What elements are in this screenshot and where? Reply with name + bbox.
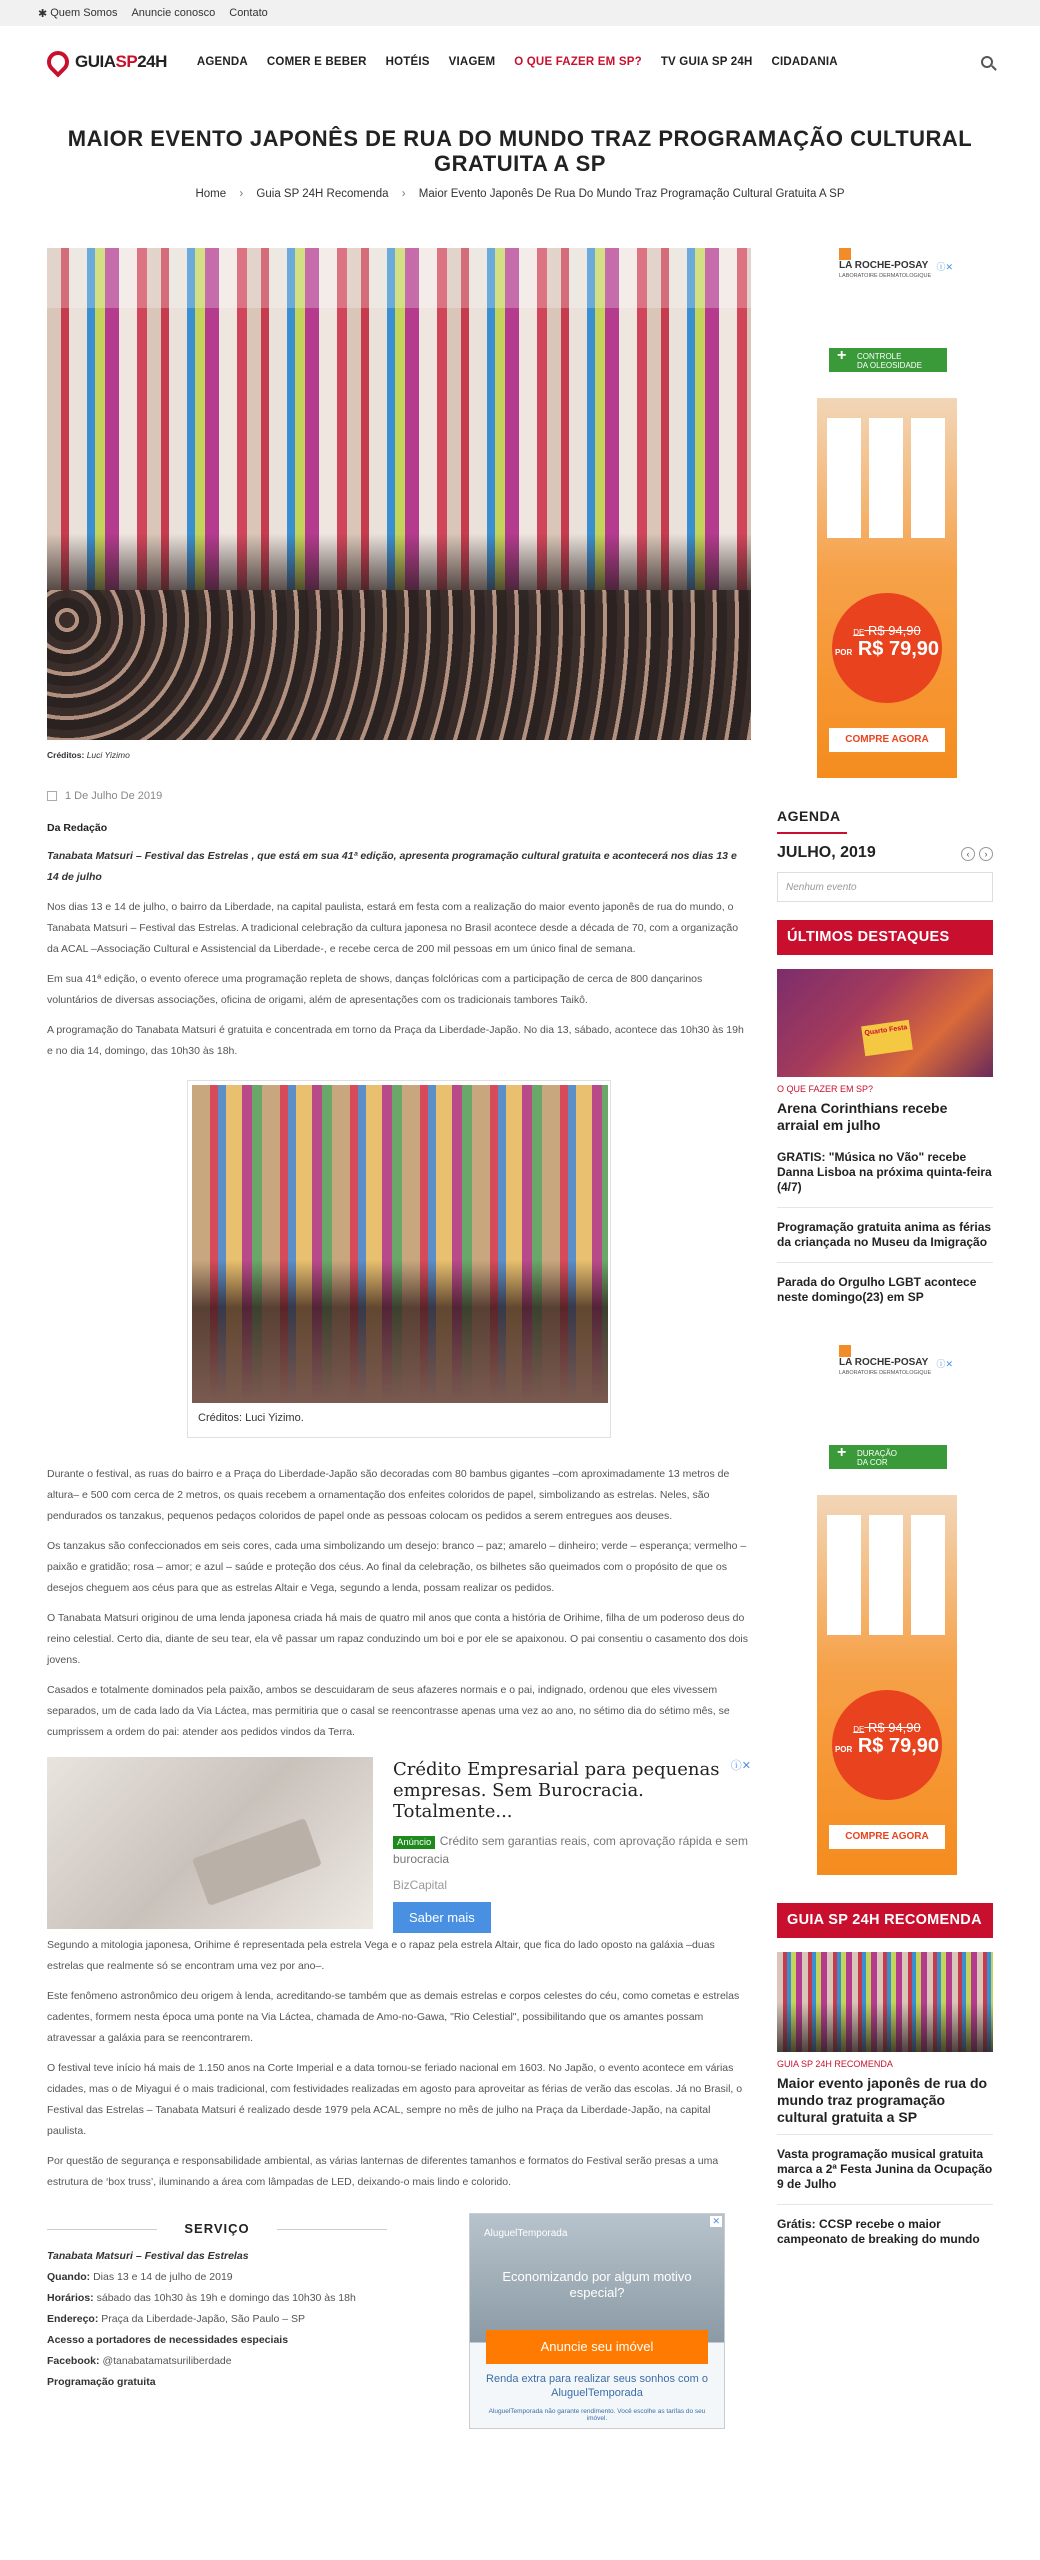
- site-logo[interactable]: [47, 51, 167, 73]
- ad-close-icon[interactable]: ⓘ✕: [936, 262, 953, 272]
- article-date: 1 De Julho De 2019: [47, 790, 751, 802]
- sidebar: [777, 248, 993, 2259]
- breadcrumb: [0, 188, 1040, 200]
- paragraph: A programação do Tanabata Matsuri é gratuita e concentrada em torno da Praça da Liberdade-Japão. No dia 13, sábado, acontece das 10h30 às 19h e no dia 14, domingo, das 10h30 às 18h.: [47, 1024, 744, 1057]
- brand-mark-icon: [839, 1345, 851, 1357]
- paragraph: Durante o festival, as ruas do bairro e a Praça do Liberdade-Japão são decoradas com 80 bambus gigantes –com aproximadamente 13 metros de altura– e 500 com cerca de 2 metros, os quais recebem a ornamentação dos enfeites coloridos de papel, simbolizando as estrelas. Neles, são pendurados os tanzakus, pequenos pedaços coloridos de papel onde as pessoas colocam os pedidos a serem entregues aos deuses.: [47, 1468, 730, 1522]
- ad-brand: LA ROCHE-POSAY LABORATOIRE DERMATOLOGIQUE: [839, 1357, 932, 1376]
- topbar-link-anuncie[interactable]: Anuncie conosco: [131, 7, 216, 19]
- page-title: MAIOR EVENTO JAPONÊS DE RUA DO MUNDO TRAZ PROGRAMAÇÃO CULTURAL GRATUITA A SP: [67, 126, 973, 176]
- ad-subtext: Renda extra para realizar seus sonhos com o AluguelTemporada: [486, 2373, 708, 2399]
- topbar-link-quem-somos[interactable]: Quem Somos: [50, 7, 118, 19]
- ad-fineprint: AluguelTemporada não garante rendimento. Você escolhe as tarifas do seu imóvel.: [488, 2408, 706, 2422]
- ad-cta-button[interactable]: COMPRE AGORA: [829, 1825, 945, 1849]
- ad-cta-button[interactable]: COMPRE AGORA: [829, 728, 945, 752]
- ad-cta-button[interactable]: Saber mais: [393, 1902, 491, 1933]
- nav-item-tv-guia[interactable]: TV GUIA SP 24H: [660, 56, 753, 68]
- paragraph: Em sua 41ª edição, o evento oferece uma programação repleta de shows, danças folclóricas com a participação de cerca de 800 dançarinos voluntários de diversas associações, oficina de origami, além de apresentações com os tradicionais tambores Taikô.: [47, 973, 703, 1006]
- inline-ad[interactable]: [47, 1757, 751, 1929]
- nav-item-comer-e-beber[interactable]: COMER E BEBER: [266, 56, 367, 68]
- inline-figure: [187, 1080, 611, 1438]
- ad-description: Crédito sem garantias reais, com aprovação rápida e sem burocracia: [393, 1834, 748, 1866]
- ad-price: DE R$ 94,90 POR R$ 79,90: [832, 593, 942, 703]
- page-header: [0, 98, 1040, 200]
- star-icon: ✱: [38, 7, 48, 20]
- list-item[interactable]: Grátis: CCSP recebe o maior campeonato de breaking do mundo: [777, 2204, 993, 2259]
- brand-mark-icon: [839, 248, 851, 260]
- recommend-category[interactable]: GUIA SP 24H RECOMENDA: [777, 2059, 893, 2069]
- ad-price: DE R$ 94,90 POR R$ 79,90: [832, 1690, 942, 1800]
- service-info: Tanabata Matsuri – Festival das Estrelas Quando: Dias 13 e 14 de julho de 2019 Horários: sábado das 10h30 às 19h e domingo das 10h30 às 18h Endereço: Praça da Liberdade-Japão, São Paulo – SP Acesso a portadores de necessidades especiais Facebook: @tanabatamatsuriliberdade Programação gratuita: [47, 2250, 356, 2388]
- ad-close-icon[interactable]: ⓘ✕: [936, 1359, 953, 1369]
- event-stamp: Quarto Festa: [861, 1020, 913, 1056]
- ad-tag: + CONTROLE DA OLEOSIDADE: [829, 348, 947, 372]
- paragraph: Este fenômeno astronômico deu origem à lenda, acreditando-se também que as demais estrelas e corpos celestes do céu, como cometas e estrelas cadentes, formem nesta época uma ponte na Via Láctea, chamada de Amo-no-Gawa, "Rio Celestial", possibilitando que os amantes possam atravessar a galáxia para se reencontrarem.: [47, 1990, 740, 2044]
- prev-month-icon[interactable]: ‹: [961, 847, 975, 861]
- nav-menu: [197, 56, 981, 68]
- nav-item-agenda[interactable]: AGENDA: [196, 56, 248, 68]
- recommends-title: GUIA SP 24H RECOMENDA: [777, 1903, 993, 1938]
- logo-text: GUIASP24H: [75, 52, 167, 71]
- service-section: [47, 2193, 751, 2429]
- ad-body: [373, 1757, 751, 1929]
- agenda-empty: Nenhum evento: [777, 872, 993, 902]
- facebook-link[interactable]: @tanabatamatsuriliberdade: [102, 2355, 232, 2367]
- search-icon[interactable]: [981, 56, 993, 68]
- nav-item-viagem[interactable]: VIAGEM: [448, 56, 496, 68]
- paragraph: Casados e totalmente dominados pela paixão, ambos se descuidaram de seus afazeres normais e o pai, indignado, ordenou que eles vivessem separados, um de cada lado da Via Láctea, mas permitiria que o casal se reencontrasse apenas uma vez ao ano, no sétimo dia do sétimo mês, se cumprissem a ordem do pai: atender aos pedidos vindos da Terra.: [47, 1684, 730, 1738]
- service-title: SERVIÇO: [47, 2221, 387, 2236]
- list-item[interactable]: Vasta programação musical gratuita marca a 2ª Festa Junina da Ocupação 9 de Julho: [777, 2134, 993, 2204]
- ad-badge: Anúncio: [393, 1836, 435, 1849]
- agenda-title: AGENDA: [777, 808, 993, 834]
- list-item[interactable]: Parada do Orgulho LGBT acontece neste domingo(23) em SP: [777, 1262, 993, 1317]
- hero-caption: Créditos: Luci Yizimo: [47, 750, 130, 760]
- highlight-list: [777, 1138, 993, 1317]
- sidebar-ad-2[interactable]: [777, 1345, 993, 1875]
- paragraph: O Tanabata Matsuri originou de uma lenda japonesa criada há mais de quatro mil anos que conta a história de Orihime, filha de um poderoso deus do reino celestial. Certo dia, diante de seu tear, ela vê passar um rapaz conduzindo um boi e por ele se apaixonou. O pai consentiu o casamento dos dois jovens.: [47, 1612, 749, 1666]
- recommend-main-title[interactable]: Maior evento japonês de rua do mundo traz programação cultural gratuita a SP: [777, 2075, 988, 2125]
- main-nav: [0, 26, 1040, 98]
- sidebar-ad-1[interactable]: [777, 248, 993, 778]
- nav-item-o-que-fazer[interactable]: O QUE FAZER EM SP?: [514, 56, 642, 68]
- breadcrumb-separator-icon: ›: [401, 188, 406, 200]
- product-tubes: [827, 418, 947, 538]
- paragraph: Nos dias 13 e 14 de julho, o bairro da Liberdade, na capital paulista, estará em festa com a realização do maior evento japonês de rua do mundo, o Tanabata Matsuri – Festival das Estrelas. A tradicional celebração da cultura japonesa no Brasil acontece desde a década de 70, com a organização da ACAL –Associação Cultural e Assistencial da Liberdade-, e recebe cerca de 200 mil pessoas em um único final de semana.: [47, 901, 739, 955]
- paragraph: Segundo a mitologia japonesa, Orihime é representada pela estrela Vega e o rapaz pela estrela Altair, que fica do lado oposto na galáxia –duas estrelas que realmente só se encontram uma vez por ano–.: [47, 1939, 715, 1972]
- agenda-month-nav: [777, 844, 993, 862]
- list-item[interactable]: Programação gratuita anima as férias da criançada no Museu da Imigração: [777, 1207, 993, 1262]
- paragraph: Os tanzakus são confeccionados em seis cores, cada uma simbolizando um desejo: branco – paz; amarelo – dinheiro; verde – esperança; vermelho – paixão e gratidão; rosa – amor; e azul – saúde e proteção dos céus. Ao final da celebração, os bilhetes são queimados com o propósito de que os desejos cheguem aos céus para que as estrelas Altair e Vega, segundo a lenda, possam realizar os pedidos.: [47, 1540, 747, 1594]
- breadcrumb-separator-icon: ›: [239, 188, 244, 200]
- ad-cta-button[interactable]: Anuncie seu imóvel: [486, 2330, 708, 2364]
- highlights-title: ÚLTIMOS DESTAQUES: [777, 920, 993, 955]
- ad-image[interactable]: [47, 1757, 373, 1929]
- small-ad[interactable]: [469, 2213, 725, 2429]
- breadcrumb-home[interactable]: Home: [195, 188, 227, 200]
- highlight-image[interactable]: [777, 969, 993, 1077]
- ad-logo: AluguelTemporada: [484, 2228, 568, 2239]
- product-tubes: [827, 1515, 947, 1635]
- recommend-image[interactable]: [777, 1952, 993, 2052]
- highlight-main-title[interactable]: Arena Corinthians recebe arraial em julho: [777, 1100, 948, 1133]
- inline-caption: Créditos: Luci Yizimo.: [198, 1412, 304, 1424]
- ad-tag: + DURAÇÃO DA COR: [829, 1445, 947, 1469]
- article-author: Da Redação: [47, 822, 108, 834]
- ad-headline: Economizando por algum motivo especial?: [502, 2269, 692, 2300]
- list-item[interactable]: GRATIS: "Música no Vão" recebe Danna Lisboa na próxima quinta-feira (4/7): [777, 1150, 992, 1194]
- paragraph: Por questão de segurança e responsabilidade ambiental, as várias lanternas de diferentes tamanhos e formatos do Festival serão presas a uma estrutura de ‘box truss’, iluminando a área com lâmpadas de LED, deixando-o mais lindo e colorido.: [47, 2155, 719, 2188]
- breadcrumb-category[interactable]: Guia SP 24H Recomenda: [256, 188, 389, 200]
- article: [47, 248, 751, 2429]
- ad-brand: BizCapital: [393, 1878, 448, 1892]
- topbar-link-contato[interactable]: Contato: [229, 7, 268, 19]
- ad-brand: LA ROCHE-POSAY LABORATOIRE DERMATOLOGIQUE: [839, 260, 932, 279]
- ad-close-icon[interactable]: ✕: [712, 2216, 720, 2226]
- inline-image: [192, 1085, 608, 1403]
- highlight-category[interactable]: O QUE FAZER EM SP?: [777, 1084, 874, 1094]
- calendar-icon: [47, 791, 57, 801]
- ad-close-icon[interactable]: ⓘ✕: [730, 1760, 751, 1772]
- paragraph: O festival teve início há mais de 1.150 anos na Corte Imperial e a data tornou-se feriado nacional em 1603. No Japão, o evento acontece em várias cidades, mas o de Miyagui é o mais tradicional, com festividades realizadas em agosto para aproveitar as férias de verão das escolas. Já no Brasil, o Festival das Estrelas – Tanabata Matsuri é realizado desde 1979 pela ACAL, sempre no mês de julho na Praça da Liberdade-Japão, na capital paulista.: [47, 2062, 743, 2137]
- nav-item-cidadania[interactable]: CIDADANIA: [771, 56, 838, 68]
- agenda-month: JULHO, 2019: [777, 844, 876, 861]
- next-month-icon[interactable]: ›: [979, 847, 993, 861]
- map-pin-icon: [42, 46, 73, 77]
- nav-item-hoteis[interactable]: HOTÉIS: [385, 56, 430, 68]
- top-bar: [0, 0, 1040, 26]
- article-lead: Tanabata Matsuri – Festival das Estrelas , que está em sua 41ª edição, apresenta programação cultural gratuita e acontecerá nos dias 13 e 14 de julho: [47, 850, 737, 883]
- recommend-list: [777, 2134, 993, 2259]
- hero-image: [47, 248, 751, 740]
- ad-title[interactable]: Crédito Empresarial para pequenas empresas. Sem Burocracia. Totalmente...: [393, 1759, 720, 1822]
- breadcrumb-current: Maior Evento Japonês De Rua Do Mundo Traz Programação Cultural Gratuita A SP: [418, 188, 845, 200]
